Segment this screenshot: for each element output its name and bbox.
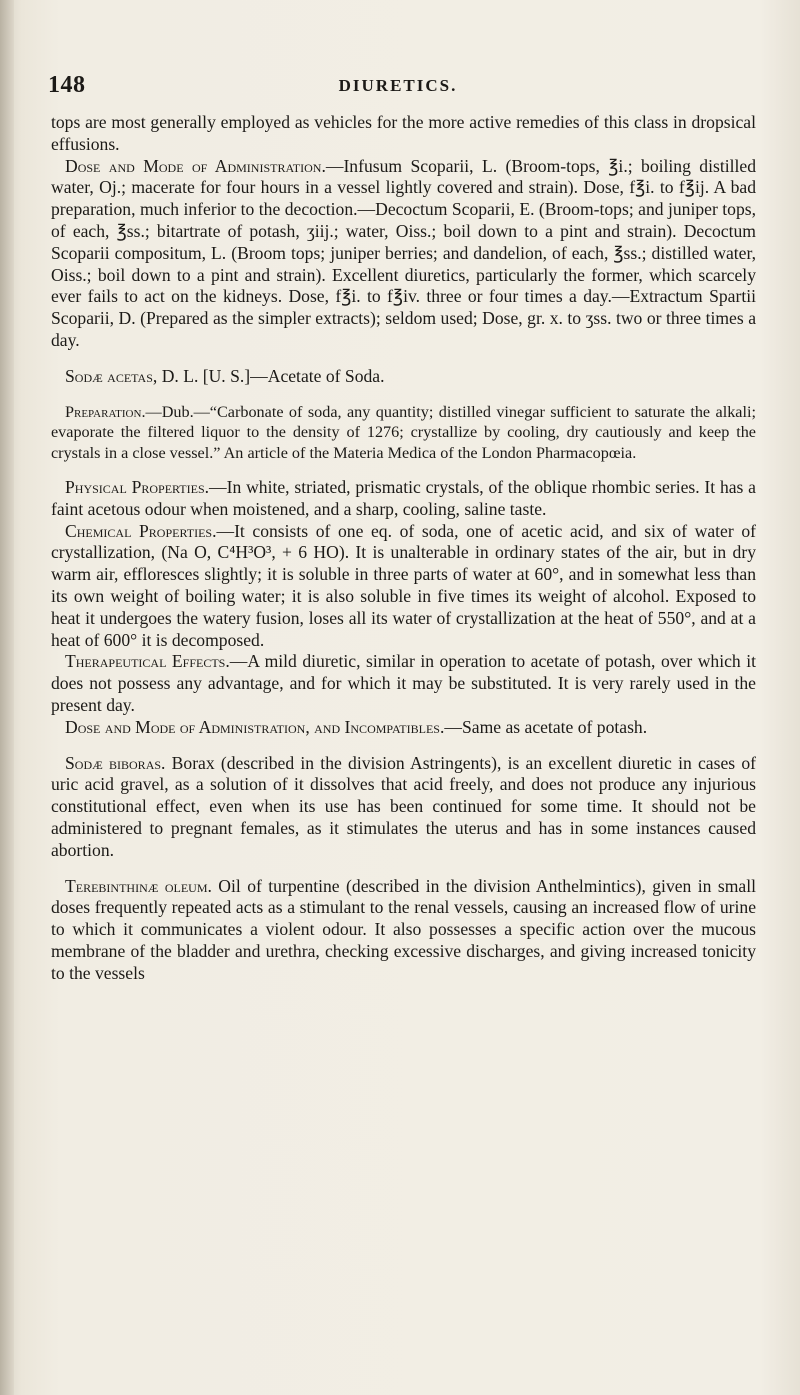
- paragraph-text: —Same as acetate of potash.: [444, 716, 648, 737]
- section-heading: Chemical Properties.: [65, 520, 217, 541]
- paragraph-terebinthinae-oleum: [51, 876, 756, 985]
- section-heading: Physical Properties.: [65, 477, 210, 498]
- paragraph-dose-incompatibles: [51, 717, 756, 739]
- paragraph-text: Oil of turpentine (described in the division Anthelmintics), given in small doses frequently repeated acts as a stimulant to the renal vessels, causing an increased flow of urine to which it communicates a violent odour. It also possesses a specific action over the mucous membrane of the bladder and urethra, checking excessive discharges, and giving increased tonicity to the vessels: [51, 875, 756, 983]
- running-head: DIURETICS.: [338, 76, 458, 95]
- paragraph-chemical-properties: [51, 521, 756, 652]
- paragraph-text: —Infusum Scoparii, L. (Broom-tops, ℥i.; boiling distilled water, Oj.; macerate for four hours in a vessel lightly covered and strain). Dose, f℥i. to f℥ij. A bad preparation, much inferior to the decoction.—Decoctum Scoparii, E. (Broom-tops; and juniper tops, of each, ℥ss.; bitartrate of potash, ʒiij.; water, Oiss.; boil down to a pint and strain). Decoctum Scoparii compositum, L. (Broom tops; juniper berries; and dandelion, of each, ℥ss.; distilled water, Oiss.; boil down to a pint and strain). Excellent diuretics, particularly the former, which scarcely ever fails to act on the kidneys. Dose, f℥i. to f℥iv. three or four times a day.—Extractum Spartii Scoparii, D. (Prepared as the simpler extracts); seldom used; Dose, gr. x. to ʒss. two or three times a day.: [51, 155, 756, 350]
- section-heading: Preparation.: [65, 402, 146, 421]
- page-header: [48, 72, 748, 102]
- paragraph-continuation: [51, 112, 756, 156]
- body-text: [51, 112, 756, 985]
- paragraph-text: Borax (described in the division Astringents), is an excellent diuretic in cases of uric acid gravel, as a solution of it dissolves that acid freely, and does not produce any injurious constitutional effect, even when its use has been continued for some time. It should not be administered to pregnant females, as it stimulates the uterus and has in some instances caused abortion.: [51, 752, 756, 860]
- paragraph-sodae-biboras: [51, 753, 756, 862]
- paragraph-text: tops are most generally employed as vehicles for the more active remedies of this class in dropsical effusions.: [51, 112, 756, 154]
- entry-heading: Sodæ acetas,: [65, 365, 158, 386]
- page-number: 148: [48, 72, 86, 98]
- paragraph-physical-properties: [51, 477, 756, 521]
- section-heading: Dose and Mode of Administration.: [65, 155, 326, 176]
- paragraph-dose-scoparium: [51, 156, 756, 352]
- paragraph-text: —A mild diuretic, similar in operation to acetate of potash, over which it does not possess any advantage, and for which it may be substituted. It is very rarely used in the present day.: [51, 651, 756, 716]
- paragraph-text: D. L. [U. S.]—Acetate of Soda.: [157, 365, 385, 386]
- paragraph-text: —In white, striated, prismatic crystals, of the oblique rhombic series. It has a faint acetous odour when moistened, and a sharp, cooling, saline taste.: [51, 477, 756, 519]
- section-heading: Dose and Mode of Administration, and Incompatibles.: [65, 716, 445, 737]
- section-heading: Therapeutical Effects.: [65, 651, 230, 672]
- paragraph-therapeutical-effects: [51, 651, 756, 716]
- entry-heading: Sodæ biboras.: [65, 752, 166, 773]
- entry-heading: Terebinthinæ oleum.: [65, 875, 212, 896]
- paragraph-sodae-acetas: [51, 366, 756, 388]
- paragraph-text: —Dub.—“Carbonate of soda, any quantity; distilled vinegar sufficient to saturate the alkali; evaporate the filtered liquor to the density of 1276; crystallize by cooling, dry cautiously and keep the crystals in a close vessel.” An article of the Materia Medica of the London Pharmacopœia.: [51, 402, 756, 462]
- page-gutter-shadow: [0, 0, 14, 1395]
- paragraph-text: —It consists of one eq. of soda, one of acetic acid, and six of water of crystallization, (Na O, C⁴H³O³, + 6 HO). It is unalterable in ordinary states of the air, but in dry warm air, effloresces slightly; it is soluble in three parts of water at 60°, and in somewhat less than its own weight of boiling water; it is also soluble in five times its weight of alcohol. Exposed to heat it undergoes the watery fusion, loses all its water of crystallization at the heat of 550°, and at a heat of 600° it is decomposed.: [51, 520, 756, 650]
- paragraph-preparation: [51, 402, 756, 464]
